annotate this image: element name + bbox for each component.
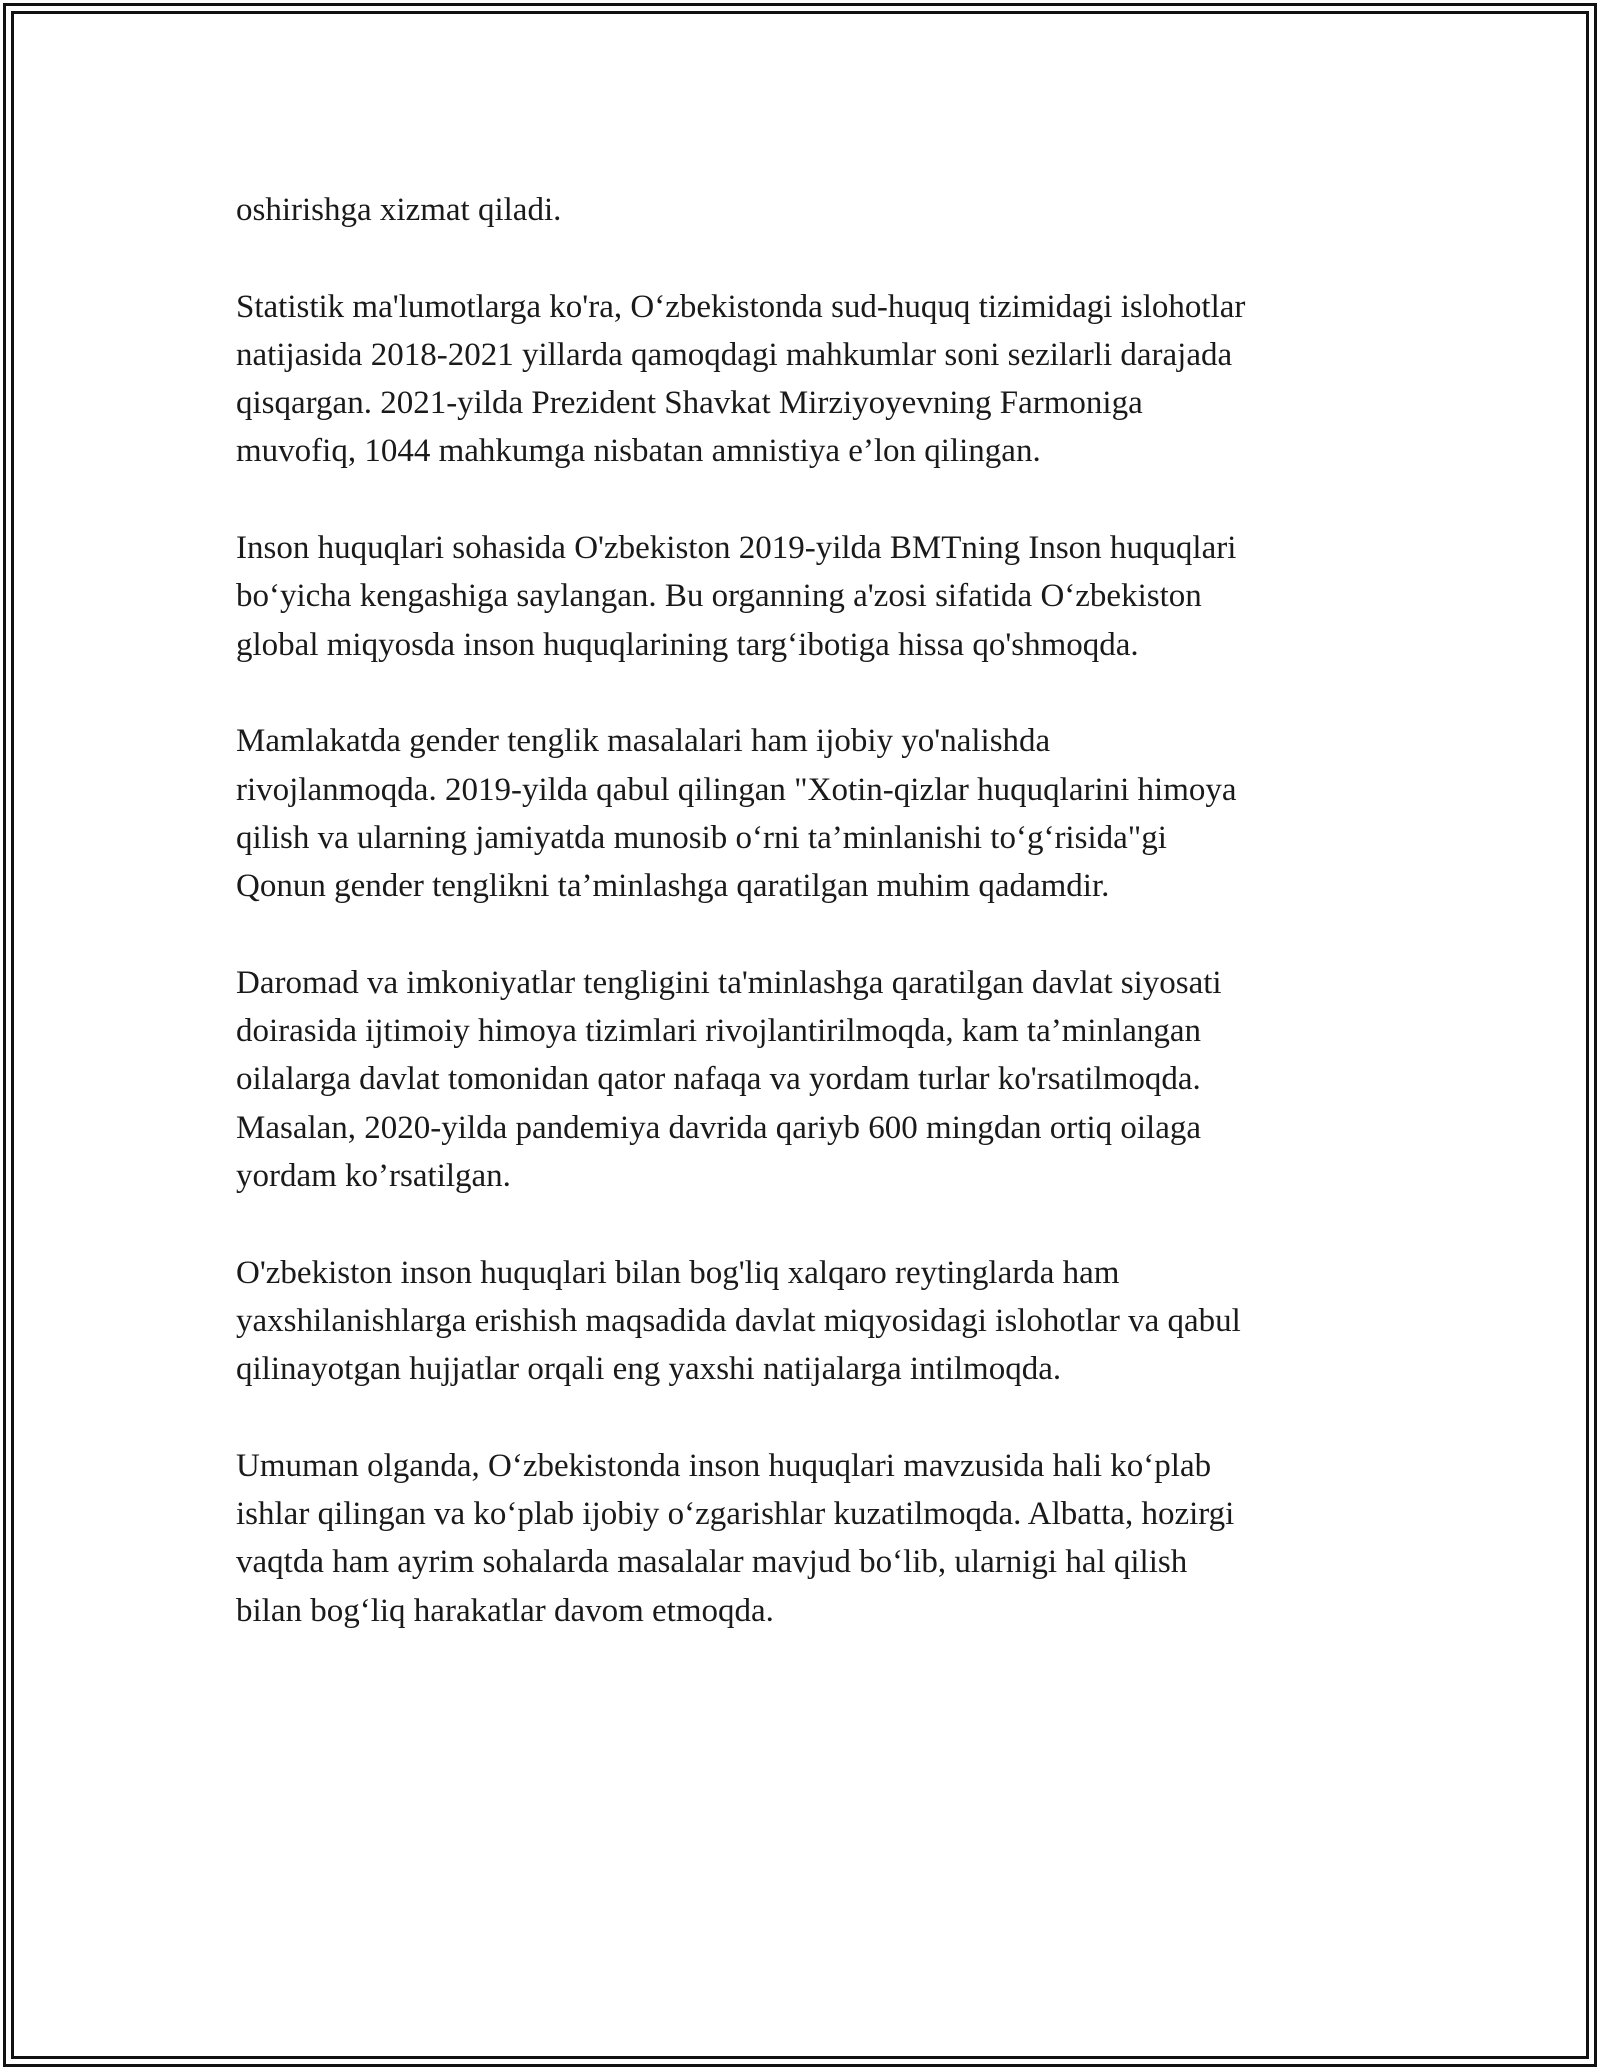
paragraph-social-protection: Daromad va imkoniyatlar tengligini ta'minlashga qaratilgan davlat siyosati doirasida ijtimoiy himoya tizimlari rivojlantirilmoqda, kam ta’minlangan oilalarga davlat tomonidan qator nafaqa va yordam turlar ko'rsatilmoqda. Masalan, 2020-yilda pandemiya davrida qariyb 600 mingdan ortiq oilaga yordam ko’rsatilgan.: [236, 964, 1222, 1194]
paragraph-judicial-statistics: Statistik ma'lumotlarga ko'ra, O‘zbekistonda sud-huquq tizimidagi islohotlar natijasida 2018-2021 yillarda qamoqdagi mahkumlar soni sezilarli darajada qisqargan. 2021-yilda Prezident Shavkat Mirziyoyevning Farmoniga muvofiq, 1044 mahkumga nisbatan amnistiya e’lon qilingan.: [236, 288, 1246, 470]
paragraph-continuation: oshirishga xizmat qiladi.: [236, 192, 562, 228]
paragraph-international-ratings: O'zbekiston inson huquqlari bilan bog'liq xalqaro reytinglarda ham yaxshilanishlarga erishish maqsadida davlat miqyosidagi islohotlar va qabul qilinayotgan hujjatlar orqali eng yaxshi natijalarga intilmoqda.: [236, 1254, 1241, 1388]
paragraph-un-human-rights-council: Inson huquqlari sohasida O'zbekiston 2019-yilda BMTning Inson huquqlari bo‘yicha kengashiga saylangan. Bu organning a'zosi sifatida O‘zbekiston global miqyosda inson huquqlarining targ‘ibotiga hissa qo'shmoqda.: [236, 530, 1237, 663]
document-body: [236, 186, 1386, 1683]
paragraph-gender-equality: Mamlakatda gender tenglik masalalari ham ijobiy yo'nalishda rivojlanmoqda. 2019-yilda qabul qilingan "Xotin-qizlar huquqlarini himoya qilish va ularning jamiyatda munosib o‘rni ta’minlanishi to‘g‘risida"gi Qonun gender tenglikni ta’minlashga qaratilgan muhim qadamdir.: [236, 723, 1237, 905]
paragraph-conclusion: Umuman olganda, O‘zbekistonda inson huquqlari mavzusida hali ko‘plab ishlar qilingan va ko‘plab ijobiy o‘zgarishlar kuzatilmoqda. Albatta, hozirgi vaqtda ham ayrim sohalarda masalalar mavjud bo‘lib, ularnigi hal qilish bilan bog‘liq harakatlar davom etmoqda.: [236, 1447, 1235, 1629]
